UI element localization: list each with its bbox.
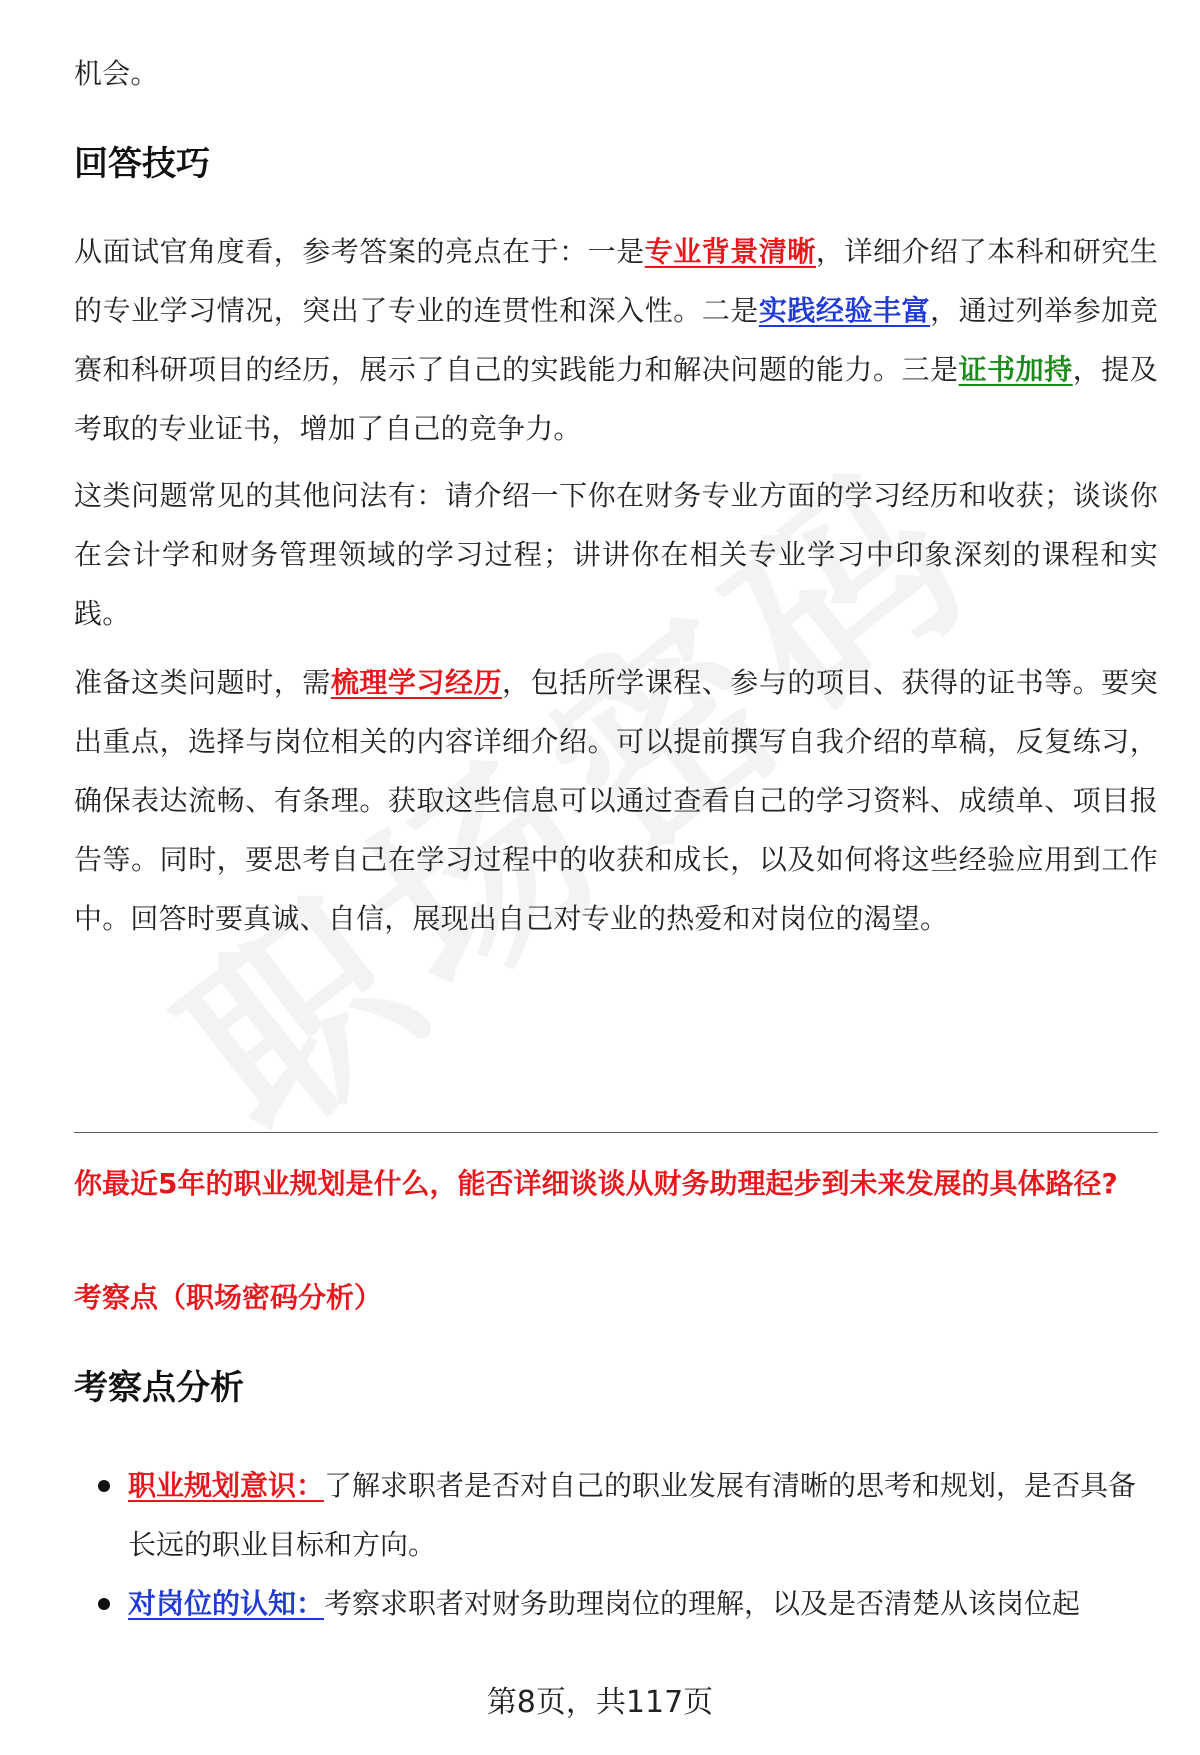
- text-run: 从面试官角度看，参考答案的亮点在于：一是: [74, 235, 645, 268]
- highlight-practice-experience: 实践经验丰富: [758, 294, 931, 327]
- highlight-professional-background: 专业背景清晰: [644, 235, 816, 268]
- bullet-text: 考察求职者对财务助理岗位的理解，以及是否清楚从该岗位起: [324, 1587, 1081, 1620]
- text-run: ，通过列举参加竞赛和科研项目的经历，展示了自己的实践能力和解决问题的能力。三是: [74, 294, 1159, 386]
- text-run: ，详细介绍了本科和研究生的专业学习情况，突出了专业的连贯性和深入性。二是: [74, 235, 1159, 327]
- bullet-label: 对岗位的认知：: [128, 1587, 325, 1620]
- paragraph-highlights: [74, 222, 1158, 458]
- bullet-text: 了解求职者是否对自己的职业发展有清晰的思考和规划，是否具备长远的职业目标和方向。: [128, 1469, 1137, 1561]
- highlight-sort-learning: 梳理学习经历: [330, 666, 503, 699]
- section-heading-answer-tips: 回答技巧: [74, 144, 210, 184]
- question-title: 你最近5年的职业规划是什么，能否详细谈谈从财务助理起步到未来发展的具体路径?: [74, 1167, 1118, 1200]
- paragraph-other-phrasings: 这类问题常见的其他问法有：请介绍一下你在财务专业方面的学习经历和收获；谈谈你在会计学和财务管理领域的学习过程；讲讲你在相关专业学习中印象深刻的课程和实践。: [74, 479, 1158, 630]
- bullet-label: 职业规划意识：: [128, 1469, 325, 1502]
- page-footer: 第8页，共117页: [486, 1685, 714, 1720]
- analysis-list: [74, 1456, 1158, 1633]
- list-item: [74, 1574, 1158, 1633]
- bullet-icon: [98, 1480, 110, 1492]
- text-run: ，提及考取的专业证书，增加了自己的竞争力。: [74, 353, 1158, 445]
- paragraph-preparation: [74, 653, 1158, 948]
- section-heading-analysis: 考察点分析: [74, 1368, 244, 1408]
- bullet-icon: [98, 1598, 110, 1610]
- question-subtitle: 考察点（职场密码分析）: [74, 1281, 383, 1314]
- text-run: ，包括所学课程、参与的项目、获得的证书等。要突出重点，选择与岗位相关的内容详细介绍。可以提前撰写自我介绍的草稿，反复练习，确保表达流畅、有条理。获取这些信息可以通过查看自己的学习资料、成绩单、项目报告等。同时，要思考自己在学习过程中的收获和成长，以及如何将这些经验应用到工作中。回答时要真诚、自信，展现出自己对专业的热爱和对岗位的渴望。: [74, 666, 1158, 935]
- continued-text: 机会。: [74, 57, 159, 90]
- text-run: 准备这类问题时，需: [74, 666, 331, 699]
- highlight-certificates: 证书加持: [958, 353, 1073, 386]
- divider: [74, 1132, 1158, 1133]
- list-item: [74, 1456, 1158, 1574]
